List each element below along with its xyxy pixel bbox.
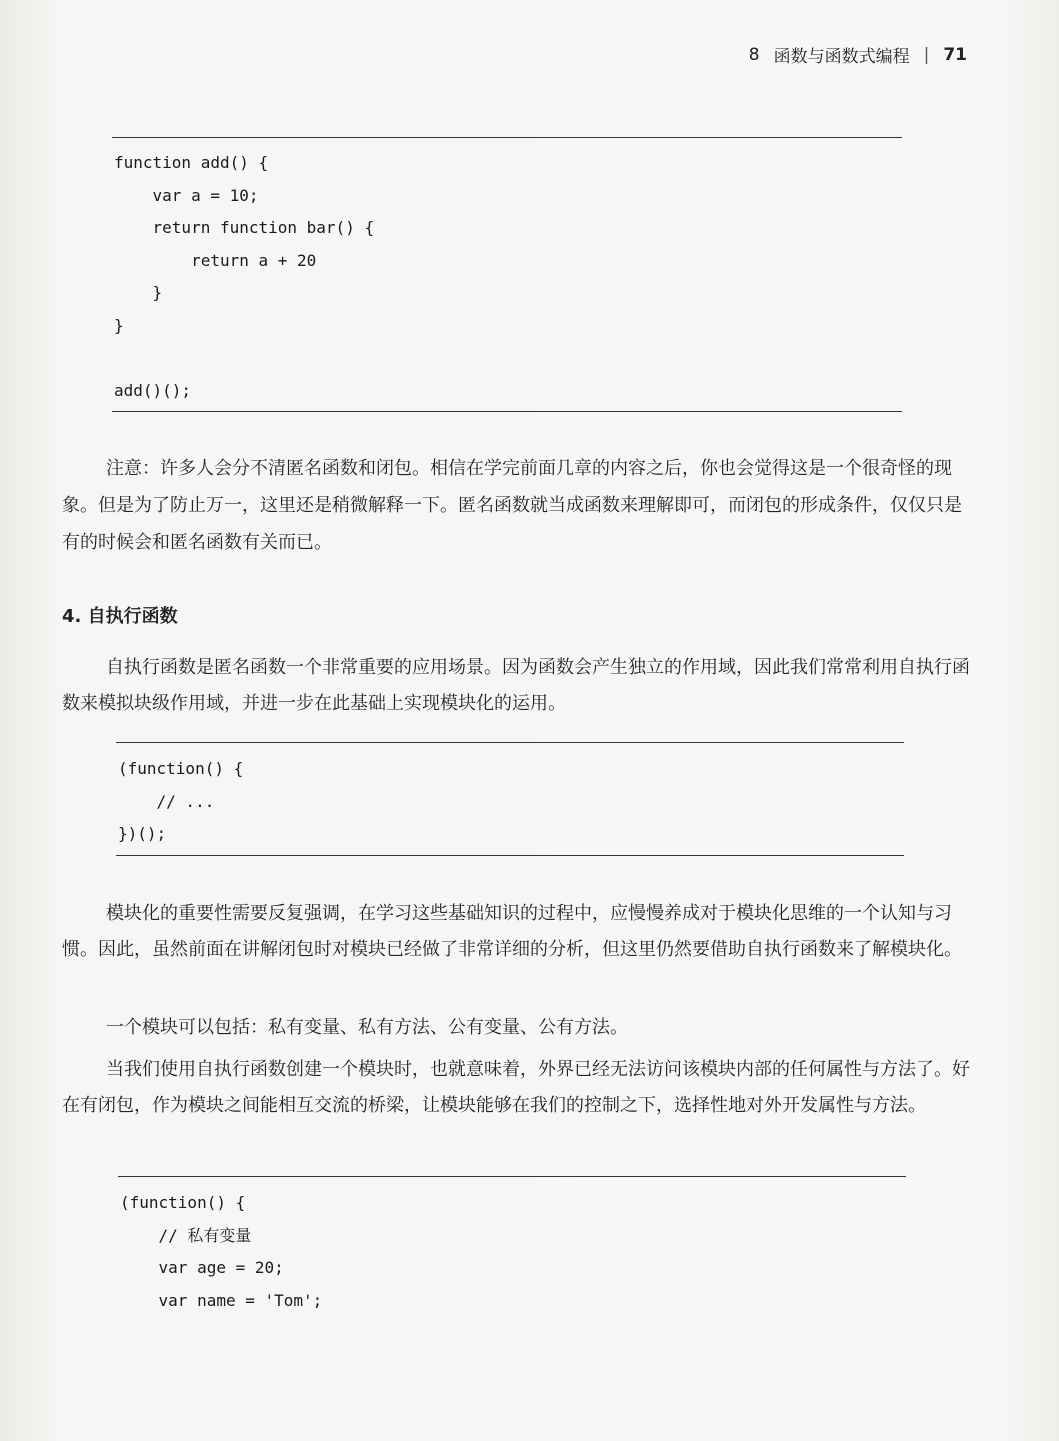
code-line: return a + 20 [114,250,317,270]
chapter-title: 函数与函数式编程 [773,47,910,67]
code-block-2-top-rule [116,742,904,743]
code-line: var age = 20; [120,1258,284,1277]
code-line: })(); [118,824,167,843]
code-block-3 [120,1187,322,1317]
body-paragraph: 自执行函数是匿名函数一个非常重要的应用场景。因为函数会产生独立的作用域，因此我们常常利用自执行函数来模拟块级作用域，并进一步在此基础上实现模块化的运用。 [62,657,970,714]
body-paragraph: 模块化的重要性需要反复强调，在学习这些基础知识的过程中，应慢慢养成对于模块化思维的一个认知与习惯。因此，虽然前面在讲解闭包时对模块已经做了非常详细的分析，但这里仍然要借助自执行函数来了解模块化。 [62,903,962,960]
code-block-1-bottom-rule [112,411,902,412]
code-line: return function bar() { [114,218,375,237]
code-line: var a = 10; [114,185,259,205]
code-line: // 私有变量 [120,1225,252,1245]
chapter-number: 8 [748,44,760,65]
body-paragraph: 当我们使用自执行函数创建一个模块时，也就意味着，外界已经无法访问该模块内部的任何属性与方法了。好在有闭包，作为模块之间能相互交流的桥梁，让模块能够在我们的控制之下，选择性地对外开发属性与方法。 [62,1059,970,1116]
code-block-2 [118,753,243,851]
code-line: // ... [118,791,215,811]
page-number: 71 [943,44,967,65]
code-line: } [114,315,124,335]
note-paragraph: 注意：许多人会分不清匿名函数和闭包。相信在学完前面几章的内容之后，你也会觉得这是一个很奇怪的现象。但是为了防止万一，这里还是稍微解释一下。匿名函数就当成函数来理解即可，而闭包的形成条件，仅仅只是有的时候会和匿名函数有关而已。 [62,458,962,553]
body-paragraph: 一个模块可以包括：私有变量、私有方法、公有变量、公有方法。 [106,1017,628,1038]
code-block-2-bottom-rule [116,855,904,856]
code-block-1-top-rule [112,137,902,138]
code-line: (function() { [118,759,244,778]
code-line: function add() { [114,153,269,172]
code-line: add()(); [114,380,192,400]
code-line: var name = 'Tom'; [120,1290,323,1310]
code-line: (function() { [120,1193,246,1212]
code-block-1 [114,147,374,407]
code-line: } [114,283,163,302]
code-line [114,342,374,375]
running-header [749,42,967,67]
header-separator: | [923,44,930,65]
code-block-3-top-rule [118,1176,906,1177]
section-heading: 4. 自执行函数 [62,606,178,627]
